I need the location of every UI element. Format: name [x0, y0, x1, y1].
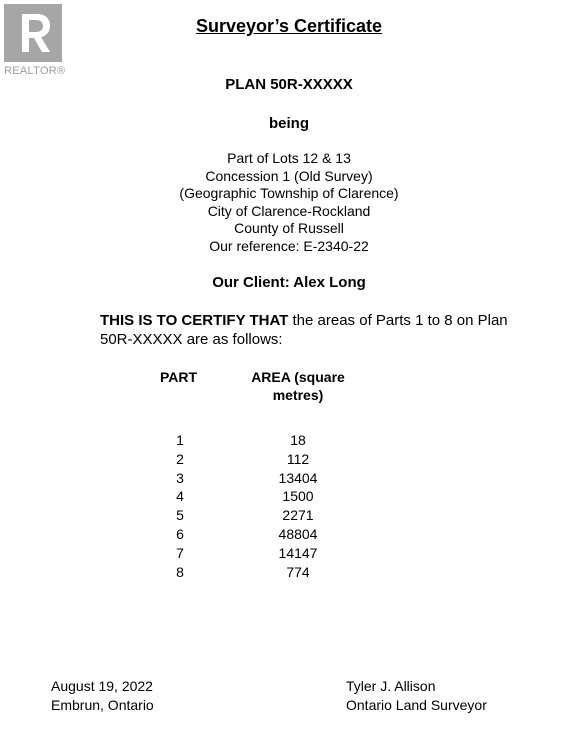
area-cell: 1500 — [282, 488, 314, 505]
part-cell: 6 — [176, 525, 184, 542]
address-line: County of Russell — [234, 220, 344, 237]
part-column-header: PART — [160, 369, 198, 385]
certify-lead: THIS IS TO CERTIFY THAT — [100, 312, 289, 329]
address-line: Part of Lots 12 & 13 — [227, 150, 351, 166]
surveyor-name: Tyler J. Allison — [346, 678, 436, 694]
plan-number: PLAN 50R-XXXXX — [225, 76, 353, 93]
being-label: being — [269, 115, 309, 132]
area-column — [246, 431, 350, 581]
address-line: Our reference: E-2340-22 — [209, 237, 369, 254]
address-line: (Geographic Township of Clarence) — [179, 185, 399, 202]
part-cell: 4 — [176, 488, 184, 505]
area-cell: 18 — [290, 432, 306, 448]
area-cell: 14147 — [278, 544, 318, 561]
realtor-logo-text: REALTOR® — [4, 65, 66, 77]
address-line: Concession 1 (Old Survey) — [205, 167, 373, 184]
property-description — [0, 150, 562, 256]
signature-date: August 19, 2022 — [51, 678, 153, 694]
part-cell: 5 — [176, 507, 184, 524]
signature-surveyor — [346, 677, 487, 714]
part-cell: 8 — [176, 563, 184, 580]
area-cell: 2271 — [282, 507, 314, 524]
part-cell: 2 — [176, 450, 184, 467]
certificate-title: Surveyor’s Certificate — [195, 16, 383, 36]
part-column — [160, 431, 200, 581]
address-line: City of Clarence-Rockland — [207, 202, 371, 219]
area-column-header: AREA (square metres) — [251, 369, 345, 403]
signature-date-place — [51, 677, 154, 714]
client-line: Our Client: Alex Long — [212, 274, 366, 291]
area-cell: 112 — [286, 450, 310, 467]
area-cell: 48804 — [278, 525, 318, 542]
part-cell: 3 — [176, 469, 184, 486]
part-cell: 1 — [176, 432, 184, 448]
certify-paragraph — [100, 312, 540, 349]
part-cell: 7 — [176, 544, 184, 561]
area-cell: 774 — [286, 563, 310, 580]
area-cell: 13404 — [278, 469, 318, 486]
signature-place: Embrun, Ontario — [51, 696, 154, 713]
surveyor-role: Ontario Land Surveyor — [346, 696, 487, 713]
certify-text: the areas of Parts 1 to 8 on Plan 50R-XXXXX are as follows: — [100, 312, 508, 348]
